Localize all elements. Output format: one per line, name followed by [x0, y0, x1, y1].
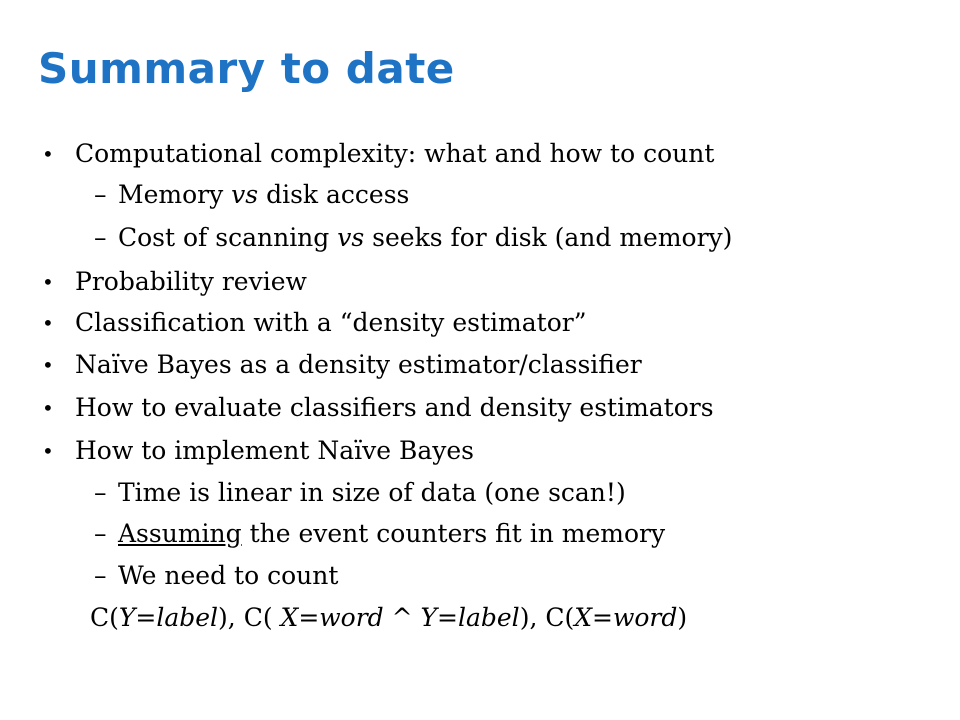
sub-bullet-assuming — [94, 518, 666, 550]
formula-italic: Y=label — [118, 603, 219, 632]
sub-bullet-text: Time is linear in size of data (one scan!) — [118, 478, 626, 507]
sub-bullet-italic: vs — [231, 180, 259, 209]
sub-bullet-we-need-to-count — [94, 560, 339, 592]
sub-bullet-text: Cost of scanning — [118, 223, 338, 252]
sub-bullet-cost-of-scanning — [94, 222, 733, 254]
count-formula — [90, 602, 687, 634]
sub-bullet-text: seeks for disk (and memory) — [364, 223, 733, 252]
bullet-text: How to evaluate classifiers and density estimators — [75, 393, 714, 422]
sub-bullet-text: Memory — [118, 180, 232, 209]
underlined-text: Assuming — [118, 519, 242, 548]
bullet-classification — [42, 307, 587, 339]
bullet-text: Computational complexity: what and how to count — [75, 139, 715, 168]
bullet-marker: • — [42, 142, 54, 166]
bullet-computational-complexity — [42, 138, 715, 170]
slide-title: Summary to date — [38, 44, 455, 93]
sub-bullet-italic: vs — [337, 223, 365, 252]
sub-bullet-text: disk access — [258, 180, 410, 209]
formula-text: ^ — [383, 603, 421, 632]
formula-italic: X=word — [574, 603, 678, 632]
sub-bullet-time-linear — [94, 477, 626, 509]
sub-bullet-text: the event counters fit in memory — [241, 519, 666, 548]
dash-marker: – — [94, 223, 107, 252]
formula-text: ) — [677, 603, 688, 632]
formula-italic: X=word — [280, 603, 384, 632]
formula-italic: Y=label — [420, 603, 520, 632]
dash-marker: – — [94, 561, 107, 590]
bullet-naive-bayes — [42, 349, 642, 381]
dash-marker: – — [94, 180, 107, 209]
bullet-text: Naïve Bayes as a density estimator/classifier — [75, 350, 642, 379]
dash-marker: – — [94, 519, 107, 548]
dash-marker: – — [94, 478, 107, 507]
bullet-text: Classification with a “density estimator” — [75, 308, 587, 337]
formula-text: ), C( — [519, 603, 575, 632]
bullet-implement-naive-bayes — [42, 435, 474, 467]
sub-bullet-memory-vs-disk — [94, 179, 410, 211]
bullet-marker: • — [42, 439, 54, 463]
bullet-marker: • — [42, 311, 54, 335]
formula-text: C( — [90, 603, 119, 632]
bullet-text: How to implement Naïve Bayes — [75, 436, 474, 465]
bullet-evaluate-classifiers — [42, 392, 714, 424]
sub-bullet-text: We need to count — [118, 561, 339, 590]
bullet-probability-review — [42, 266, 307, 298]
bullet-marker: • — [42, 270, 54, 294]
formula-text: ), C( — [218, 603, 281, 632]
bullet-text: Probability review — [75, 267, 307, 296]
bullet-marker: • — [42, 353, 54, 377]
bullet-marker: • — [42, 396, 54, 420]
